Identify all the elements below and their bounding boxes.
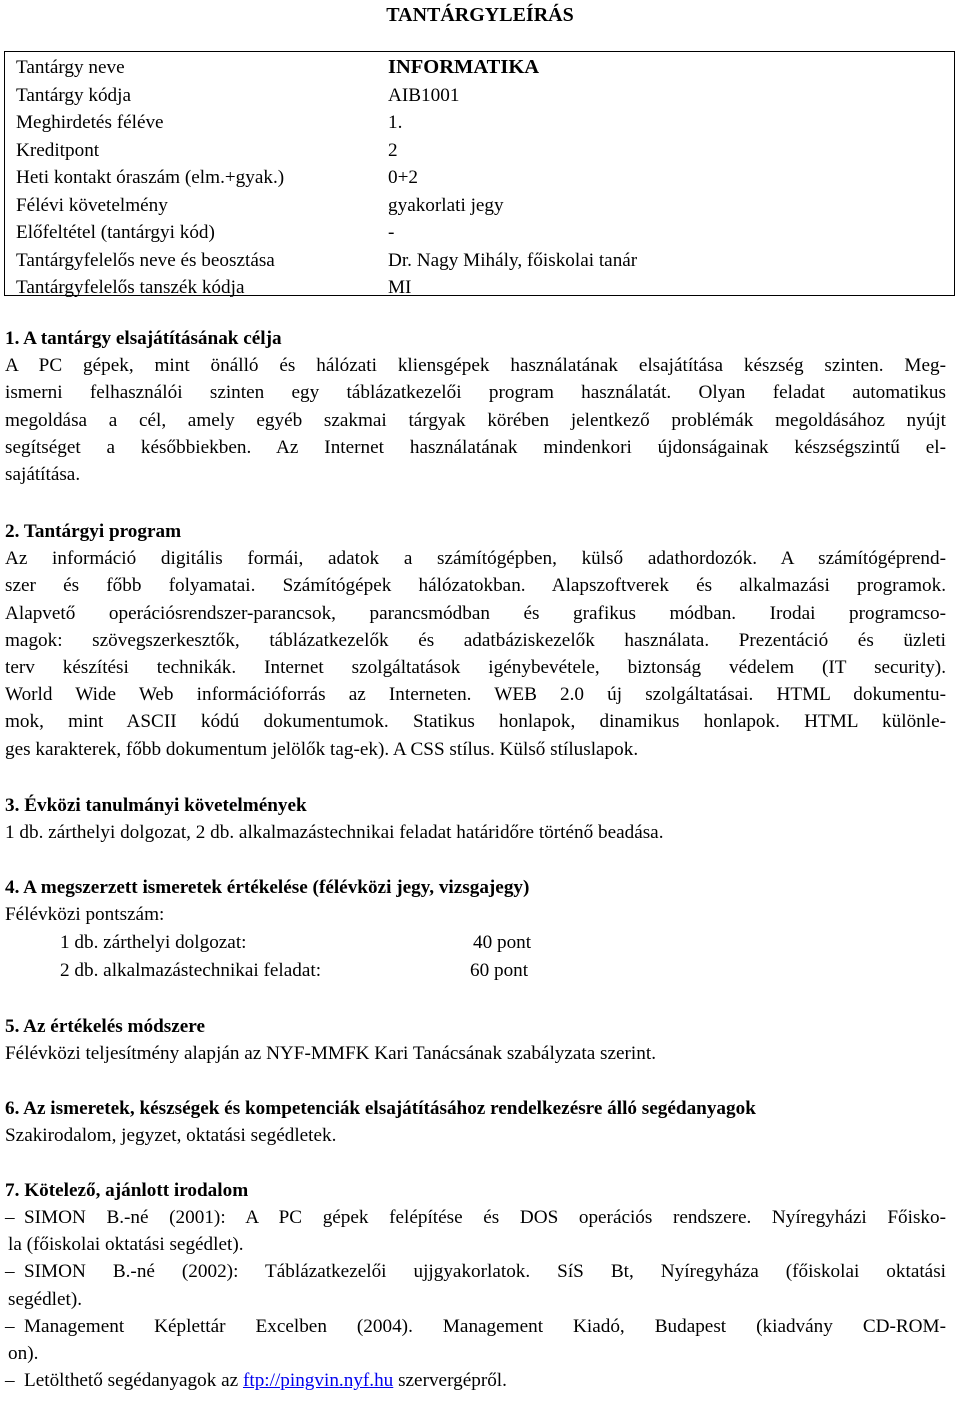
section-method [5,1013,946,1067]
paragraph-line: Szakirodalom, jegyzet, oktatási segédletek. [5,1125,337,1147]
info-value: gyakorlati jegy [388,194,504,216]
reference-line: SIMON B.-né (2002): Táblázatkezelői ujjgyakorlatok. SíS Bt, Nyíregyháza (főiskolai oktatási [24,1261,946,1283]
section-materials [5,1095,946,1149]
info-label: Tantárgyfelelős tanszék kódja [16,277,245,298]
info-value: MI [388,277,412,298]
course-info-box [4,51,955,296]
reference-line: SIMON B.-né (2001): A PC gépek felépítése és DOS operációs rendszere. Nyíregyházi Főisko- [24,1207,946,1228]
points-subheading: Félévközi pontszám: [5,904,165,926]
info-value: AIB1001 [388,84,460,106]
info-label: Tantárgy neve [16,57,125,78]
reference-text: Letölthető segédanyagok az [24,1370,243,1392]
section-heading: 1. A tantárgy elsajátításának célja [5,328,282,349]
section-heading: 5. Az értékelés módszere [5,1016,205,1037]
section-heading: 4. A megszerzett ismeretek értékelése (félévközi jegy, vizsgajegy) [5,877,530,898]
section-heading: 3. Évközi tanulmányi követelmények [5,795,307,816]
reference-text: szervergépről. [393,1370,507,1392]
paragraph-line: terv készítési technikák. Internet szolgáltatások igénybevétele, biztonság védelem (IT security). [5,656,946,678]
paragraph-line: A PC gépek, mint önálló és hálózati kliensgépek használatának elsajátítása készség szinten. Meg- [5,355,946,377]
reference-line: on). [8,1342,39,1364]
dash-bullet: – [5,1370,15,1392]
info-label: Kreditpont [16,139,100,161]
reference-line: Management Képlettár Excelben (2004). Management Kiadó, Budapest (kiadvány CD-ROM- [24,1315,946,1337]
paragraph-line: Az információ digitális formái, adatok a számítógépben, külső adathordozók. A számítógéprend- [5,548,946,570]
paragraph-line: ismerni felhasználói szinten egy táblázatkezelői program használatát. Olyan feladat automatikus [5,382,946,404]
info-label: Meghirdetés féléve [16,112,164,133]
section-program [5,518,946,763]
literature-list [5,1204,946,1394]
reference-line: segédlet). [8,1288,83,1310]
section-heading: 7. Kötelező, ajánlott irodalom [5,1180,249,1201]
section-requirements [5,792,946,846]
section-heading: 2. Tantárgyi program [5,521,182,542]
dash-bullet: – [5,1261,15,1283]
list-item [5,1313,946,1340]
info-value: 1. [388,112,403,133]
reference-continuation [5,1231,946,1258]
info-value: INFORMATIKA [388,56,540,78]
paragraph-line: segítséget a későbbiekben. Az Internet használatának mindenkori újdonságainak készségszintű el- [5,436,946,458]
paragraph-line: ges karakterek, főbb dokumentum jelölők tag-ek). A CSS stílus. Külső stíluslapok. [5,738,639,760]
paragraph-line: Félévközi teljesítmény alapján az NYF-MMFK Kari Tanácsának szabályzata szerint. [5,1043,656,1065]
info-label: Tantárgy kódja [16,84,131,106]
info-value: - [388,222,395,243]
reference-line: la (főiskolai oktatási segédlet). [8,1234,244,1256]
info-value: 2 [388,139,398,161]
reference-line [24,1367,946,1394]
points-row [60,957,529,984]
paragraph-line: Alapvető operációsrendszer-parancsok, parancsmódban és grafikus módban. Irodai programcso- [5,602,946,624]
info-value: 0+2 [388,167,419,188]
points-item: 1 db. zárthelyi dolgozat: [60,932,247,953]
list-item [5,1367,946,1394]
dash-bullet: – [5,1207,15,1228]
paragraph-line: szer és főbb folyamatai. Számítógépek hálózatokban. Alapszoftverek és alkalmazási programok. [5,575,946,597]
paragraph-line: sajátítása. [5,463,81,485]
paragraph-line: mok, mint ASCII kódú dokumentumok. Statikus honlapok, dinamikus honlapok. HTML különle- [5,711,946,733]
paragraph-line: megoldása a cél, amely egyéb szakmai tárgyak körében jelentkező problémák megoldásához nyújt [5,409,946,431]
section-heading: 6. Az ismeretek, készségek és kompetenciák elsajátításához rendelkezésre álló segédanyagok [5,1098,756,1119]
points-value: 60 pont [470,960,529,981]
list-item [5,1204,946,1231]
paragraph-line: magok: szövegszerkesztők, táblázatkezelők és adatbáziskezelők használata. Prezentáció és üzleti [5,629,946,651]
list-item [5,1258,946,1285]
info-value: Dr. Nagy Mihály, főiskolai tanár [388,249,638,271]
paragraph-line: World Wide Web információforrás az Interneten. WEB 2.0 új szolgáltatásai. HTML dokumentu- [5,684,946,706]
info-label: Félévi követelmény [16,194,168,216]
reference-continuation [5,1340,946,1367]
points-row [60,929,532,956]
info-label: Heti kontakt óraszám (elm.+gyak.) [16,167,285,188]
paragraph-line: 1 db. zárthelyi dolgozat, 2 db. alkalmazástechnikai feladat határidőre történő beadása. [5,822,664,844]
section-literature-heading [5,1177,946,1204]
ftp-link[interactable]: ftp://pingvin.nyf.hu [242,1370,394,1392]
info-label: Előfeltétel (tantárgyi kód) [16,222,215,243]
points-item: 2 db. alkalmazástechnikai feladat: [60,960,322,981]
section-evaluation [5,874,946,928]
section-goal [5,325,946,488]
info-label: Tantárgyfelelős neve és beosztása [16,249,275,271]
reference-continuation [5,1286,946,1313]
points-value: 40 pont [473,932,532,953]
dash-bullet: – [5,1315,15,1337]
document-title: TANTÁRGYLEÍRÁS [386,4,574,26]
